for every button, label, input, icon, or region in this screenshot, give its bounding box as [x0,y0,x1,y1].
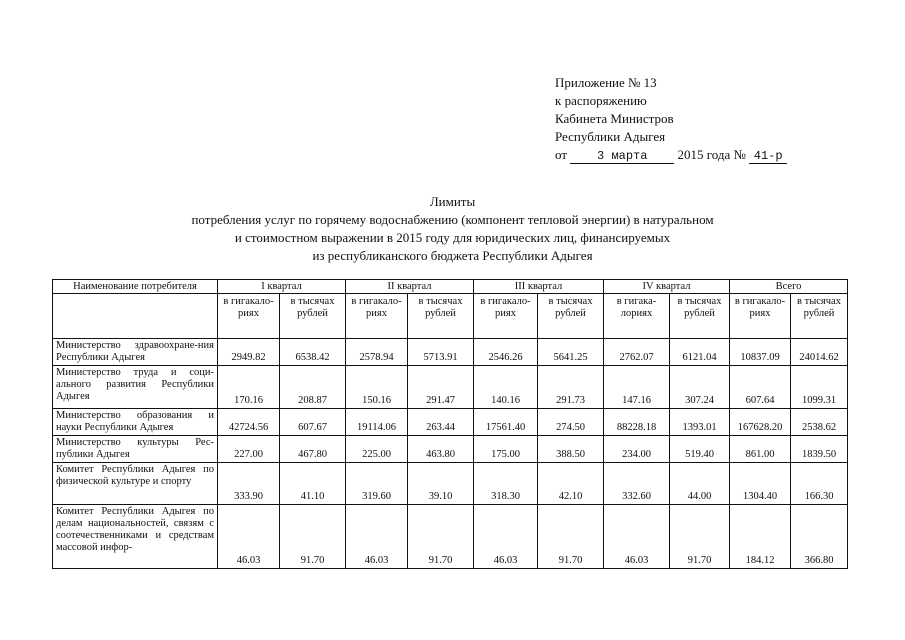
quarter-4-header: IV квартал [604,280,730,294]
total-header: Всего [730,280,848,294]
quarter-3-header: III квартал [474,280,604,294]
gcal-value: 861.00 [730,436,791,463]
rub-value: 6538.42 [280,339,346,366]
quarter-2-header: II квартал [346,280,474,294]
table-row [53,366,848,409]
title-line-4: из республиканского бюджета Республики Адыгея [312,248,593,263]
table-row [53,505,848,569]
rub-value: 274.50 [538,409,604,436]
rub-value: 91.70 [408,505,474,569]
consumer-name: Министерство образования и науки Республики Адыгея [53,409,218,436]
unit-header-row [53,294,848,339]
rub-value: 6121.04 [670,339,730,366]
rub-value: 91.70 [280,505,346,569]
rub-value: 42.10 [538,463,604,505]
gcal-value: 318.30 [474,463,538,505]
unit-header-blank [53,294,218,339]
consumer-name: Министерство культуры Рес-публики Адыгея [53,436,218,463]
title-line-3: и стоимостном выражении в 2015 году для юридических лиц, финансируемых [234,230,671,245]
q4-gcal-header: в гигака-лориях [604,294,670,339]
rub-value: 41.10 [280,463,346,505]
gcal-value: 140.16 [474,366,538,409]
rub-value: 5713.91 [408,339,474,366]
limits-table-body [53,280,848,569]
gcal-value: 234.00 [604,436,670,463]
q1-rub-header: в тысячах рублей [280,294,346,339]
rub-value: 91.70 [538,505,604,569]
rub-value: 24014.62 [791,339,848,366]
appendix-date-line [555,146,787,164]
gcal-value: 184.12 [730,505,791,569]
consumer-name: Министерство здравоохране-ния Республики Адыгея [53,339,218,366]
rub-value: 467.80 [280,436,346,463]
rub-value: 388.50 [538,436,604,463]
gcal-value: 2762.07 [604,339,670,366]
appendix-header [555,74,787,164]
gcal-value: 2949.82 [218,339,280,366]
order-number: 41-р [749,149,787,164]
gcal-value: 227.00 [218,436,280,463]
rub-value: 1099.31 [791,366,848,409]
rub-value: 607.67 [280,409,346,436]
gcal-value: 332.60 [604,463,670,505]
date-value: 3 марта [570,149,674,164]
rub-value: 1839.50 [791,436,848,463]
q3-rub-header: в тысячах рублей [538,294,604,339]
gcal-value: 88228.18 [604,409,670,436]
q2-gcal-header: в гигакало-риях [346,294,408,339]
total-rub-header: в тысячах рублей [791,294,848,339]
year-text: 2015 года № [677,147,746,162]
rub-value: 263.44 [408,409,474,436]
gcal-value: 147.16 [604,366,670,409]
limits-table [52,279,848,569]
rub-value: 208.87 [280,366,346,409]
rub-value: 44.00 [670,463,730,505]
gcal-value: 150.16 [346,366,408,409]
rub-value: 5641.25 [538,339,604,366]
appendix-republic: Республики Адыгея [555,129,666,144]
table-row [53,463,848,505]
appendix-number: Приложение № 13 [555,75,657,90]
gcal-value: 607.64 [730,366,791,409]
date-prefix: от [555,147,568,162]
rub-value: 291.73 [538,366,604,409]
rub-value: 91.70 [670,505,730,569]
quarter-1-header: I квартал [218,280,346,294]
gcal-value: 46.03 [218,505,280,569]
gcal-value: 2546.26 [474,339,538,366]
gcal-value: 2578.94 [346,339,408,366]
rub-value: 39.10 [408,463,474,505]
gcal-value: 42724.56 [218,409,280,436]
gcal-value: 17561.40 [474,409,538,436]
table-row [53,409,848,436]
gcal-value: 170.16 [218,366,280,409]
q3-gcal-header: в гигакало-риях [474,294,538,339]
gcal-value: 175.00 [474,436,538,463]
q4-rub-header: в тысячах рублей [670,294,730,339]
table-row [53,339,848,366]
gcal-value: 46.03 [346,505,408,569]
consumer-name: Комитет Республики Адыгея по делам национальностей, связям с соотечественниками и средствам массовой инфор- [53,505,218,569]
rub-value: 463.80 [408,436,474,463]
q1-gcal-header: в гигакало-риях [218,294,280,339]
total-gcal-header: в гигакало-риях [730,294,791,339]
gcal-value: 333.90 [218,463,280,505]
title-line-2: потребления услуг по горячему водоснабжению (компонент тепловой энергии) в натуральном [191,212,714,227]
gcal-value: 10837.09 [730,339,791,366]
q2-rub-header: в тысячах рублей [408,294,474,339]
gcal-value: 319.60 [346,463,408,505]
rub-value: 1393.01 [670,409,730,436]
gcal-value: 46.03 [474,505,538,569]
rub-value: 2538.62 [791,409,848,436]
gcal-value: 19114.06 [346,409,408,436]
gcal-value: 225.00 [346,436,408,463]
group-header-row [53,280,848,294]
rub-value: 519.40 [670,436,730,463]
appendix-order-ref: к распоряжению [555,93,647,108]
rub-value: 307.24 [670,366,730,409]
name-column-header: Наименование потребителя [53,280,218,294]
rub-value: 291.47 [408,366,474,409]
consumer-name: Комитет Республики Адыгея по физической культуре и спорту [53,463,218,505]
rub-value: 366.80 [791,505,848,569]
appendix-cabinet: Кабинета Министров [555,111,674,126]
table-row [53,436,848,463]
rub-value: 166.30 [791,463,848,505]
consumer-name: Министерство труда и соци-ального развития Республики Адыгея [53,366,218,409]
document-title [0,193,905,265]
gcal-value: 167628.20 [730,409,791,436]
gcal-value: 1304.40 [730,463,791,505]
gcal-value: 46.03 [604,505,670,569]
title-line-1: Лимиты [429,194,476,209]
